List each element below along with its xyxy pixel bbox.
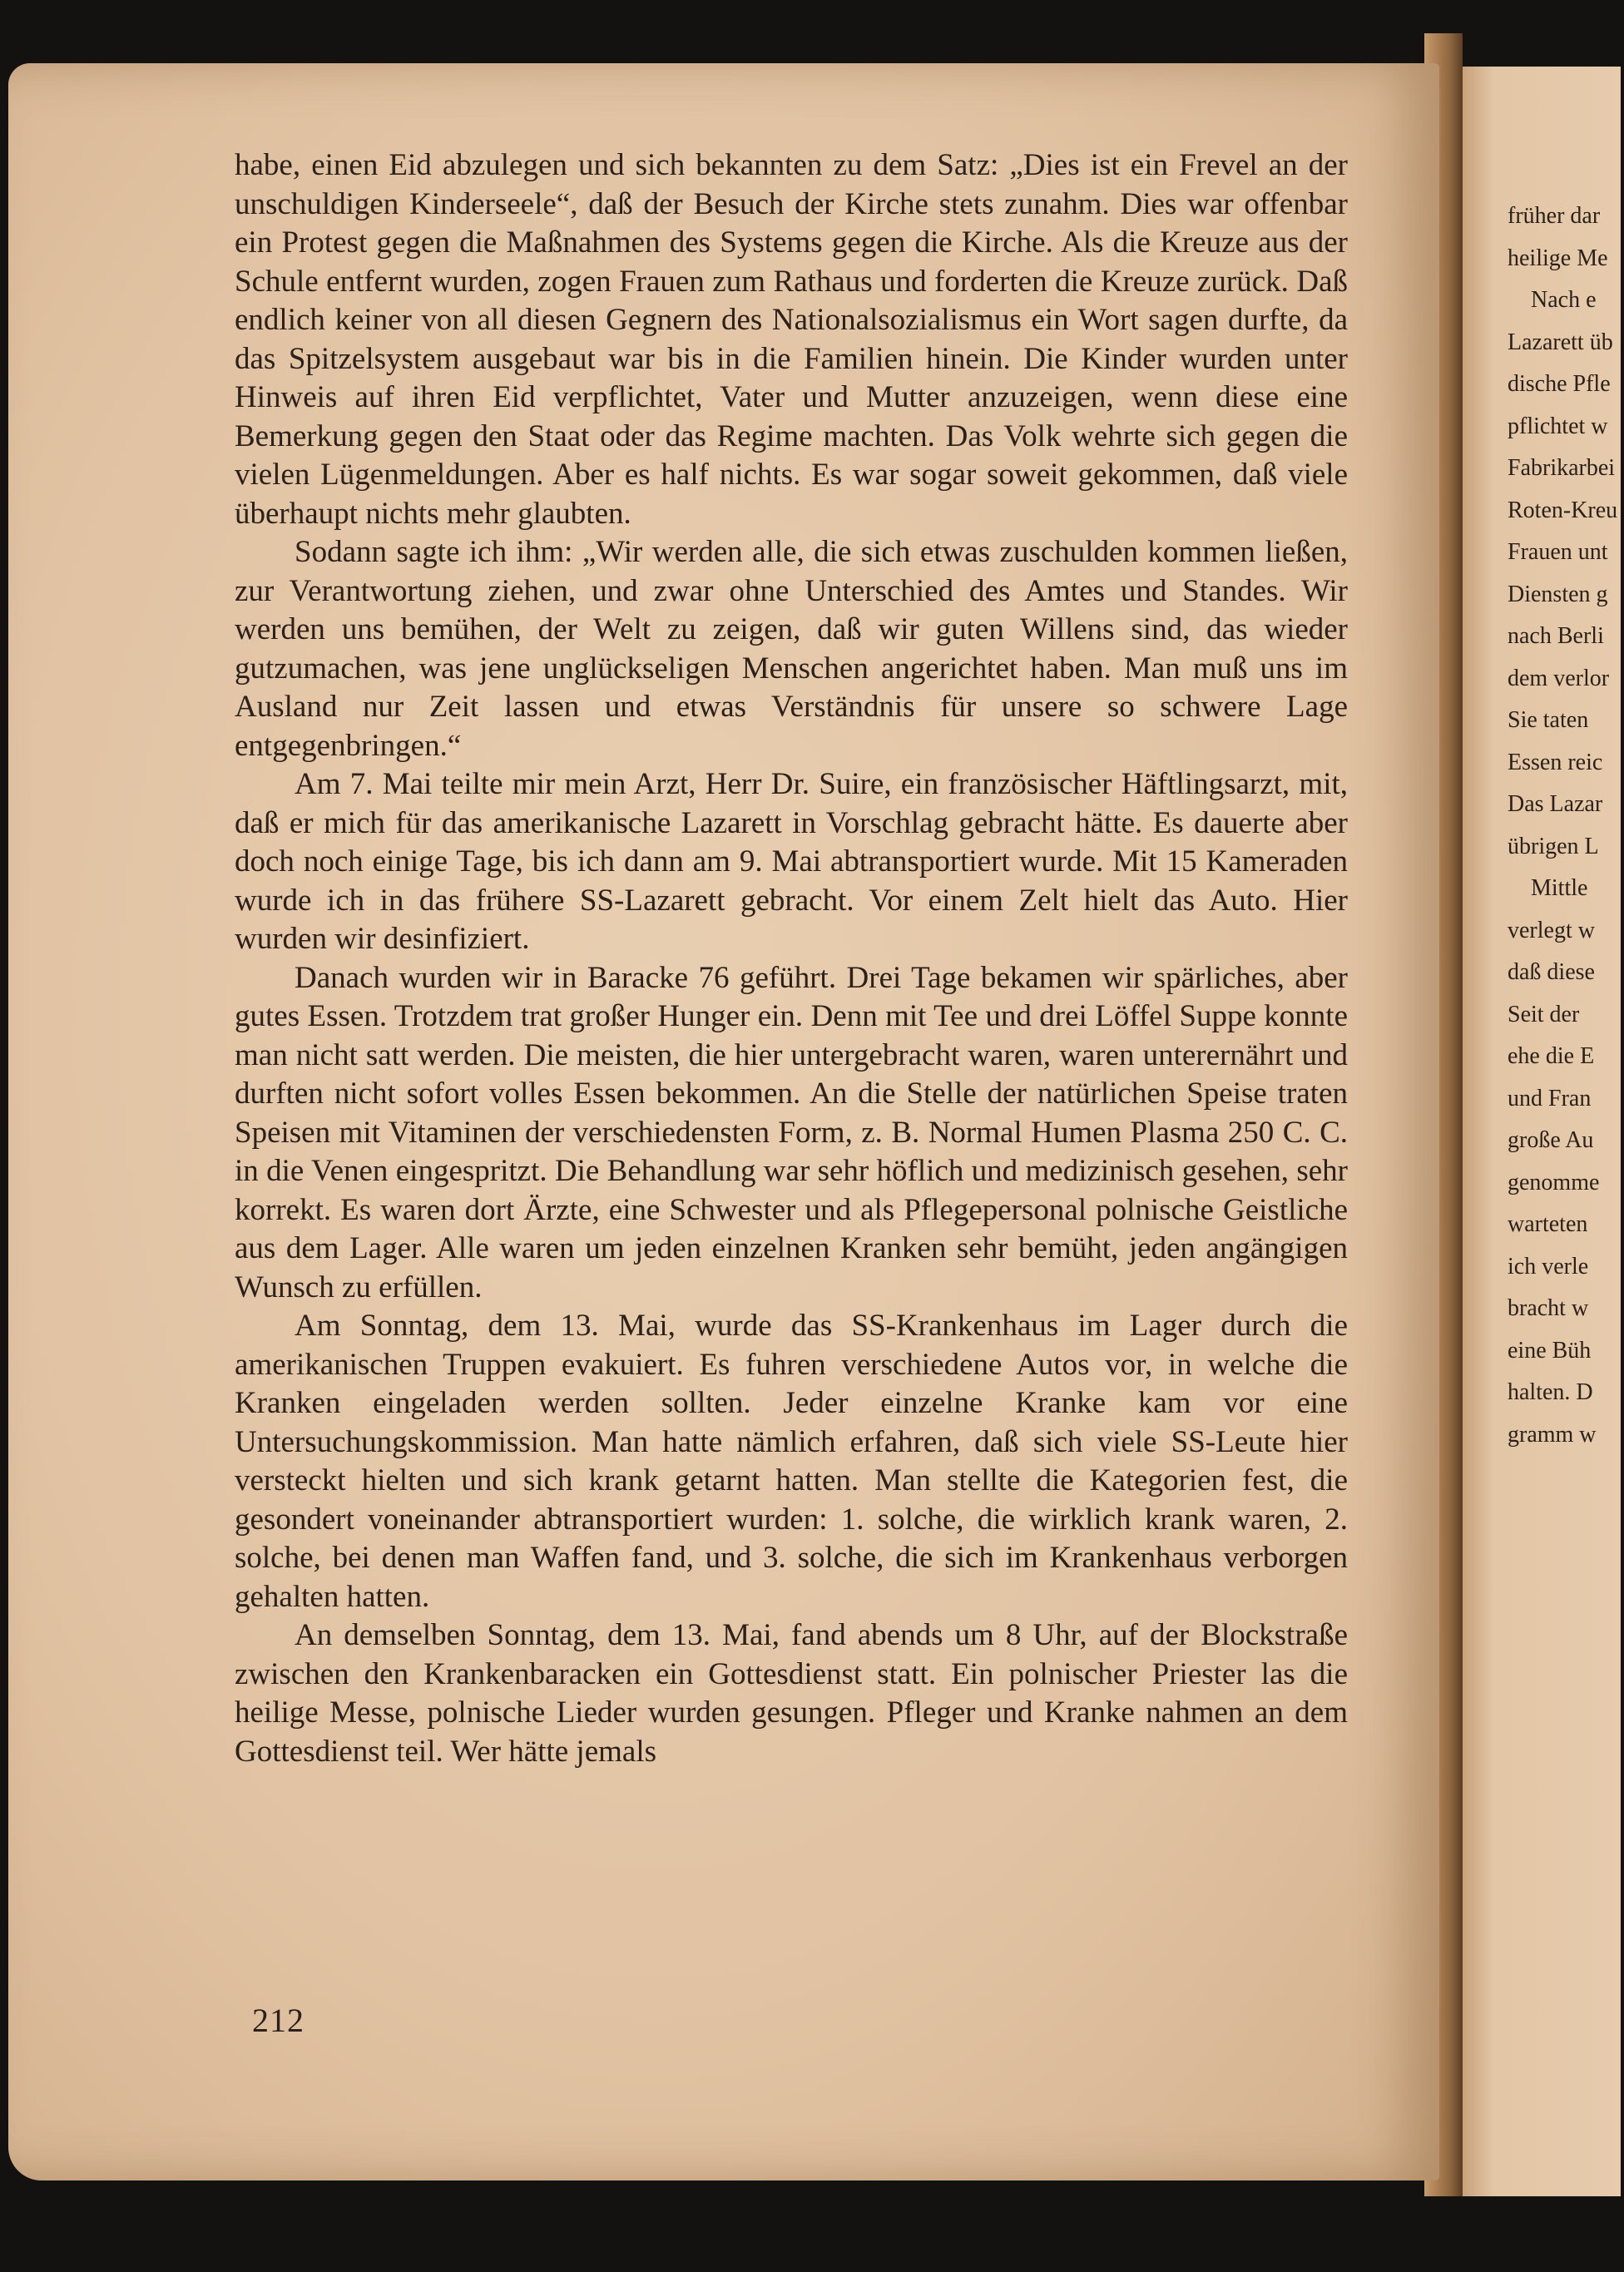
right-line: Lazarett üb: [1508, 329, 1613, 355]
paragraph: Am 7. Mai teilte mir mein Arzt, Herr Dr. Suire, ein französischer Häftlingsarzt, mit, daß er mich für das amerikanische Lazarett in Vorschlag gebracht hätte. Es dauerte aber doch noch einige Tage, bis ich dann am 9. Mai abtransportiert wurde. Mit 15 Kameraden wurde ich in das frühere SS-Lazarett gebracht. Vor einem Zelt hielt das Auto. Hier wurden wir desinfiziert.: [235, 767, 1348, 956]
paragraph: habe, einen Eid abzulegen und sich bekannten zu dem Satz: „Dies ist ein Frevel an der unschuldigen Kinderseele“, daß der Besuch der Kirche stets zunahm. Dies war offenbar ein Protest gegen die Maßnahmen des Systems gegen die Kirche. Als die Kreuze aus der Schule entfernt wurden, zogen Frauen zum Rathaus und forderten die Kreuze zurück. Daß endlich keiner von all diesen Gegnern des Nationalsozialismus ein Wort sagen durfte, da das Spitzelsystem ausgebaut war bis in die Familien hinein. Die Kinder wurden unter Hinweis auf ihren Eid verpflichtet, Vater und Mutter anzuzeigen, wenn diese eine Bemerkung gegen den Staat oder das Regime machten. Das Volk wehrte sich gegen die vielen Lügenmeldungen. Aber es half nichts. Es war sogar soweit gekommen, daß viele überhaupt nichts mehr glaubten.: [235, 148, 1348, 531]
right-line: warteten: [1508, 1211, 1588, 1237]
right-line: nach Berli: [1508, 623, 1604, 649]
right-line: eine Büh: [1508, 1337, 1592, 1364]
right-line: große Au: [1508, 1127, 1594, 1153]
paragraph: Danach wurden wir in Baracke 76 geführt. Drei Tage bekamen wir spärliches, aber gutes Essen. Trotzdem trat großer Hunger ein. Denn mit Tee und drei Löffel Suppe konnte man nicht satt werden. Die meisten, die hier untergebracht waren, waren unterernährt und durften nicht sofort volles Essen bekommen. An die Stelle der natürlichen Speise traten Speisen mit Vitaminen der verschiedensten Form, z. B. Normal Humen Plasma 250 C. C. in die Venen eingespritzt. Die Behandlung war sehr höflich und medizinisch gesehen, sehr korrekt. Es waren dort Ärzte, eine Schwester und als Pflegepersonal polnische Geistliche aus dem Lager. Alle waren um jeden einzelnen Kranken sehr bemüht, jeden angängigen Wunsch zu erfüllen.: [235, 960, 1348, 1304]
right-line: pflichtet w: [1508, 413, 1608, 439]
right-line: und Fran: [1508, 1085, 1592, 1111]
right-line: Sie taten: [1508, 707, 1589, 733]
right-line: Frauen unt: [1508, 539, 1608, 565]
right-line: ehe die E: [1508, 1043, 1595, 1069]
right-line: Das Lazar: [1508, 791, 1603, 817]
right-line: Nach e: [1531, 287, 1597, 313]
page-number: 212: [252, 2002, 304, 2039]
right-line: früher dar: [1508, 203, 1601, 229]
right-line: Seit der: [1508, 1001, 1580, 1027]
right-line: heilige Me: [1508, 245, 1608, 271]
right-line: übrigen L: [1508, 833, 1599, 859]
right-line: Roten-Kreu: [1508, 497, 1618, 523]
paragraph: Sodann sagte ich ihm: „Wir werden alle, die sich etwas zuschulden kommen ließen, zur Verantwortung ziehen, und zwar ohne Unterschied des Amtes und Standes. Wir werden uns bemühen, der Welt zu zeigen, daß wir guten Willens sind, das wieder gutzumachen, was jene unglückseligen Menschen angerichtet haben. Man muß uns im Ausland nur Zeit lassen und etwas Verständnis für unsere so schwere Lage entgegenbringen.“: [235, 535, 1348, 763]
right-page-text: [1508, 196, 1624, 1456]
right-line: genomme: [1508, 1169, 1600, 1195]
right-line: daß diese: [1508, 959, 1595, 985]
right-line: verlegt w: [1508, 917, 1595, 943]
right-line: ich verle: [1508, 1253, 1589, 1280]
right-line: Essen reic: [1508, 749, 1603, 775]
body-text: [235, 146, 1348, 1771]
right-line: gramm w: [1508, 1421, 1597, 1448]
paragraph: Am Sonntag, dem 13. Mai, wurde das SS-Krankenhaus im Lager durch die amerikanischen Truppen evakuiert. Es fuhren verschiedene Autos vor, in welche die Kranken eingeladen werden sollten. Jeder einzelne Kranke kam vor eine Untersuchungskommission. Man hatte nämlich erfahren, daß sich viele SS-Leute hier versteckt hielten und sich krank getarnt hatten. Man stellte die Kategorien fest, die gesondert voneinander abtransportiert wurden: 1. solche, die wirklich krank waren, 2. solche, bei denen man Waffen fand, und 3. solche, die sich im Krankenhaus verborgen gehalten hatten.: [235, 1309, 1348, 1614]
right-line: bracht w: [1508, 1295, 1589, 1321]
right-line: dische Pfle: [1508, 371, 1611, 397]
right-line: Diensten g: [1508, 581, 1608, 607]
paragraph: An demselben Sonntag, dem 13. Mai, fand abends um 8 Uhr, auf der Blockstraße zwischen den Krankenbaracken ein Gottesdienst statt. Ein polnischer Priester las die heilige Messe, polnische Lieder wurden gesungen. Pfleger und Kranke nahmen an dem Gottesdienst teil. Wer hätte jemals: [235, 1618, 1348, 1769]
right-line: dem verlor: [1508, 665, 1610, 691]
right-line: Mittle: [1531, 875, 1588, 901]
right-line: Fabrikarbei: [1508, 455, 1616, 481]
right-line: halten. D: [1508, 1379, 1593, 1405]
